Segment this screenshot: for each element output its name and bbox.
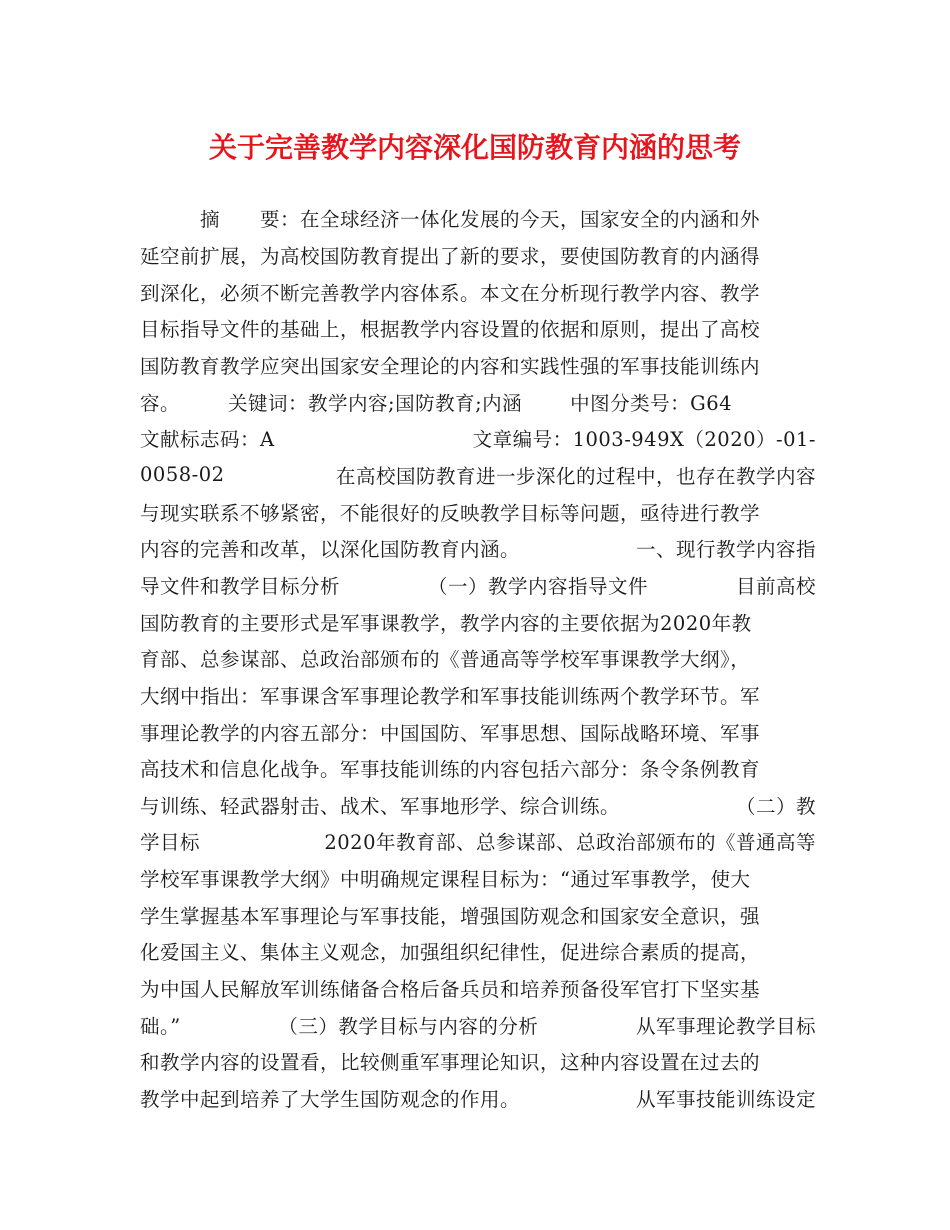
- text-segment: 从军事技能训练设定: [635, 1088, 816, 1112]
- text-line: [140, 603, 816, 640]
- document-title: 关于完善教学内容深化国防教育内涵的思考: [208, 131, 741, 164]
- text-segment: 从军事理论教学目标: [635, 1014, 816, 1038]
- text-line: [140, 200, 816, 237]
- text-segment: 高技术和信息化战争。军事技能训练的内容包括六部分：条令条例教育: [140, 758, 761, 782]
- text-segment: 目标指导文件的基础上，根据教学内容设置的依据和原则，提出了高校: [140, 318, 761, 342]
- text-segment: 础。”: [140, 1014, 181, 1038]
- text-segment: 事理论教学的内容五部分：中国国防、军事思想、国际战略环境、军事: [140, 721, 761, 745]
- text-segment: 与训练、轻武器射击、战术、军事地形学、综合训练。: [140, 794, 621, 818]
- text-line: [140, 970, 816, 1007]
- text-line: [140, 347, 816, 384]
- text-segment: 导文件和教学目标分析: [140, 574, 341, 598]
- text-segment: 关键词：教学内容;国防教育;内涵: [228, 391, 523, 415]
- text-line: [140, 310, 816, 347]
- text-line: [140, 530, 816, 567]
- text-segment: 育部、总参谋部、总政治部颁布的《普通高等学校军事课教学大纲》，: [140, 648, 751, 672]
- text-segment: （二）教: [735, 794, 816, 818]
- text-segment: 国防教育的主要形式是军事课教学，教学内容的主要依据为2020年教: [140, 611, 752, 635]
- text-segment: 到深化，必须不断完善教学内容体系。本文在分析现行教学内容、教学: [140, 281, 761, 305]
- text-line: [140, 896, 816, 933]
- text-line: [140, 493, 816, 530]
- text-segment: 学校军事课教学大纲》中明确规定课程目标为：“通过军事教学，使大: [140, 868, 751, 892]
- text-segment: 文献标志码：A: [140, 428, 275, 452]
- text-line: [140, 273, 816, 310]
- text-line: [140, 677, 816, 714]
- text-line: [140, 823, 816, 860]
- text-line: [140, 383, 816, 420]
- text-segment: 在高校国防教育进一步深化的过程中，也存在教学内容: [335, 464, 816, 488]
- text-segment: 内容的完善和改革，以深化国防教育内涵。: [140, 538, 521, 562]
- text-line: [140, 1080, 816, 1117]
- text-line: [140, 750, 816, 787]
- text-segment: 和教学内容的设置看，比较侧重军事理论知识，这种内容设置在过去的: [140, 1051, 761, 1075]
- text-line: [140, 457, 816, 494]
- text-segment: 中图分类号：G64: [570, 391, 733, 415]
- text-segment: 目前高校: [735, 574, 816, 598]
- text-segment: （三）教学目标与内容的分析: [278, 1014, 539, 1038]
- text-segment: 学生掌握基本军事理论与军事技能，增强国防观念和国家安全意识，强: [140, 904, 761, 928]
- text-segment: 文章编号：1003-949X（2020）-01-: [472, 428, 816, 452]
- text-segment: 化爱国主义、集体主义观念，加强组织纪律性，促进综合素质的提高，: [140, 941, 761, 965]
- text-line: [140, 860, 816, 897]
- text-segment: 教学中起到培养了大学生国防观念的作用。: [140, 1088, 521, 1112]
- text-segment: 大纲中指出：军事课含军事理论教学和军事技能训练两个教学环节。军: [140, 684, 761, 708]
- text-segment: （一）教学内容指导文件: [427, 574, 648, 598]
- text-segment: 为中国人民解放军训练储备合格后备兵员和培养预备役军官打下坚实基: [140, 978, 761, 1002]
- text-line: [140, 420, 816, 457]
- text-line: [140, 567, 816, 604]
- text-line: [140, 1043, 816, 1080]
- text-segment: 延空前扩展，为高校国防教育提出了新的要求，要使国防教育的内涵得: [140, 244, 761, 268]
- text-segment: 一、现行教学内容指: [635, 538, 816, 562]
- text-segment: 摘 要：在全球经济一体化发展的今天，国家安全的内涵和外: [140, 208, 761, 232]
- text-segment: 学目标: [140, 831, 201, 855]
- text-line: [140, 1006, 816, 1043]
- text-segment: 国防教育教学应突出国家安全理论的内容和实践性强的军事技能训练内: [140, 354, 761, 378]
- text-line: [140, 237, 816, 274]
- text-line: [140, 640, 816, 677]
- text-segment: 2020年教育部、总参谋部、总政治部颁布的《普通高等: [324, 831, 816, 855]
- text-line: [140, 933, 816, 970]
- text-segment: 0058-02: [140, 463, 225, 487]
- text-line: [140, 713, 816, 750]
- text-segment: 容。: [140, 391, 181, 415]
- text-line: [140, 787, 816, 824]
- document-body: [140, 200, 816, 1116]
- text-segment: 与现实联系不够紧密，不能很好的反映教学目标等问题，亟待进行教学: [140, 501, 761, 525]
